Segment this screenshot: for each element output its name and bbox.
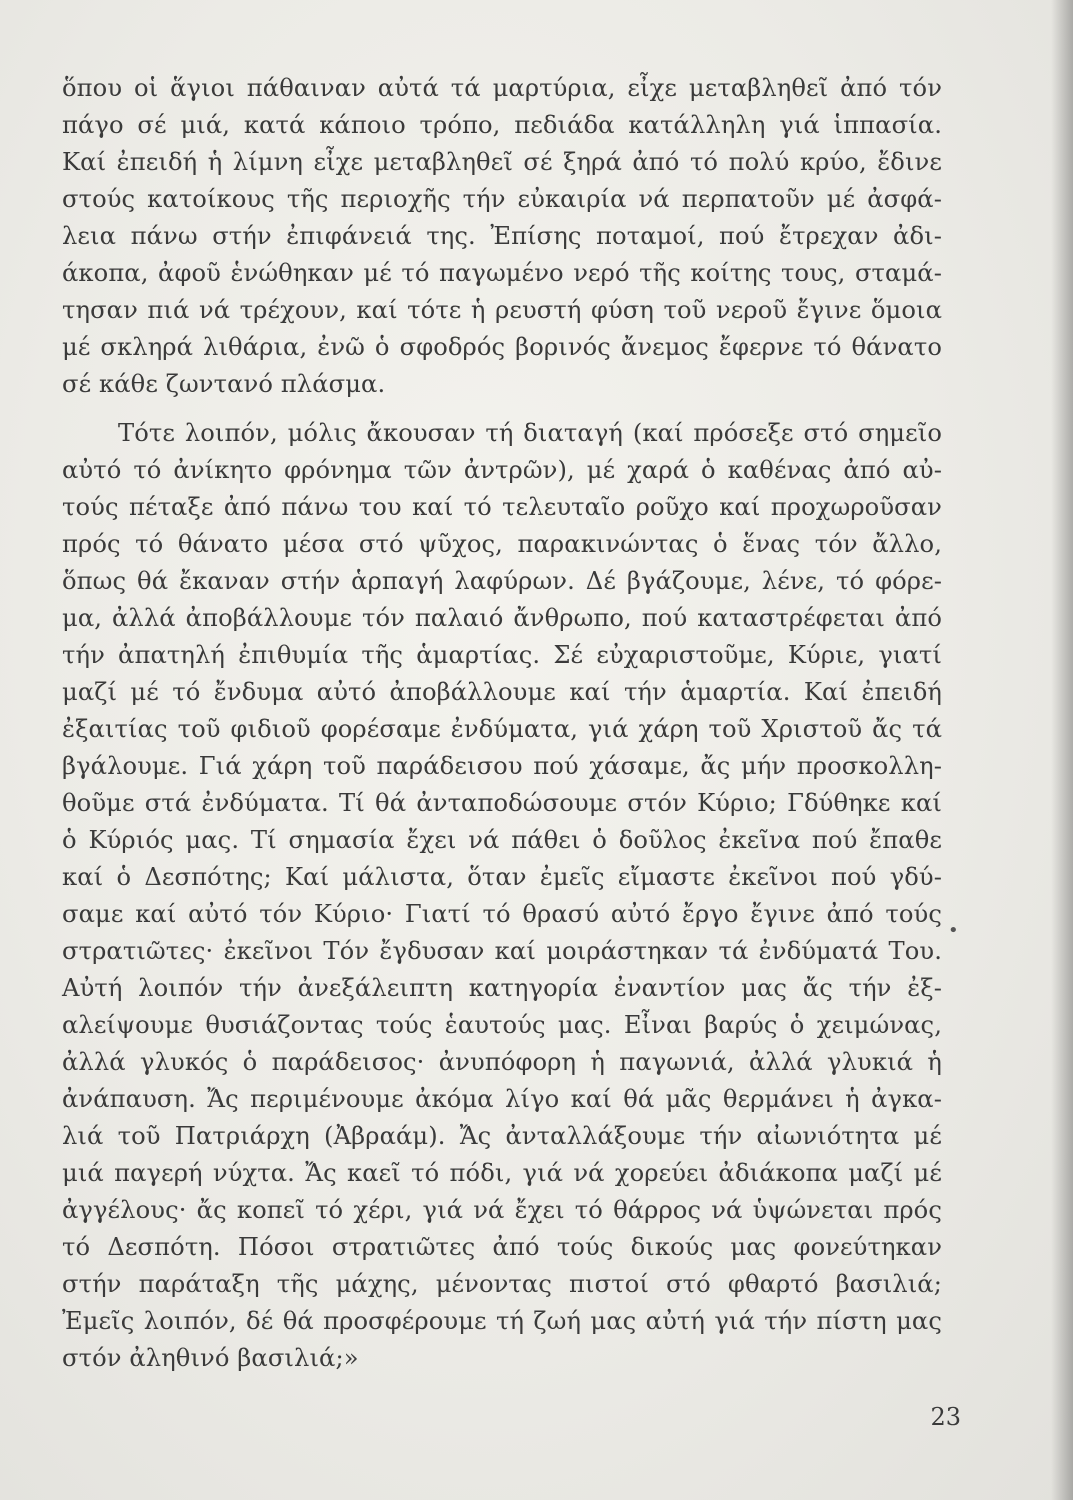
text-line: στήν παράταξη τῆς μάχης, μένοντας πιστοί στό φθαρτό βασιλιά;	[62, 1270, 942, 1298]
text-line: μα, ἀλλά ἀποβάλλουμε τόν παλαιό ἄνθρωπο, πού καταστρέφεται ἀπό	[62, 604, 942, 632]
text-line: λεια πάνω στήν ἐπιφάνειά της. Ἐπίσης ποταμοί, πού ἔτρεχαν ἀδι-	[62, 222, 942, 250]
text-line: λιά τοῦ Πατριάρχη (Ἀβραάμ). Ἄς ἀνταλλάξουμε τήν αἰωνιότητα μέ	[62, 1122, 942, 1150]
paragraph-gap	[62, 403, 942, 415]
body-text	[62, 70, 942, 1377]
text-line: Καί ἐπειδή ἡ λίμνη εἶχε μεταβληθεῖ σέ ξηρά ἀπό τό πολύ κρύο, ἔδινε	[62, 148, 942, 176]
ink-speck-icon: •	[948, 920, 959, 941]
text-line: ἀλλά γλυκός ὁ παράδεισος· ἀνυπόφορη ἡ παγωνιά, ἀλλά γλυκιά ἡ	[62, 1048, 942, 1076]
text-line: τούς πέταξε ἀπό πάνω του καί τό τελευταῖο ροῦχο καί προχωροῦσαν	[62, 493, 942, 521]
text-line: θοῦμε στά ἐνδύματα. Τί θά ἀνταποδώσουμε στόν Κύριο; Γδύθηκε καί	[62, 789, 942, 817]
text-line: πάγο σέ μιά, κατά κάποιο τρόπο, πεδιάδα κατάλληλη γιά ἱππασία.	[62, 111, 942, 139]
text-line: βγάλουμε. Γιά χάρη τοῦ παράδεισου πού χάσαμε, ἄς μήν προσκολλη-	[62, 752, 942, 780]
text-line: ἐξαιτίας τοῦ φιδιοῦ φορέσαμε ἐνδύματα, γιά χάρη τοῦ Χριστοῦ ἄς τά	[62, 715, 942, 743]
text-line: ὁ Κύριός μας. Τί σημασία ἔχει νά πάθει ὁ δοῦλος ἐκεῖνα πού ἔπαθε	[62, 826, 942, 854]
text-line: αλείψουμε θυσιάζοντας τούς ἑαυτούς μας. Εἶναι βαρύς ὁ χειμώνας,	[62, 1011, 942, 1039]
text-line: Ἐμεῖς λοιπόν, δέ θά προσφέρουμε τή ζωή μας αὐτή γιά τήν πίστη μας	[62, 1307, 942, 1335]
text-line: ἀγγέλους· ἄς κοπεῖ τό χέρι, γιά νά ἔχει τό θάρρος νά ὑψώνεται πρός	[62, 1196, 942, 1224]
text-line: ὅπως θά ἔκαναν στήν ἁρπαγή λαφύρων. Δέ βγάζουμε, λένε, τό φόρε-	[62, 567, 942, 595]
text-line: σέ κάθε ζωντανό πλάσμα.	[62, 370, 386, 398]
text-line: μιά παγερή νύχτα. Ἄς καεῖ τό πόδι, γιά νά χορεύει ἀδιάκοπα μαζί μέ	[62, 1159, 942, 1187]
text-line: καί ὁ Δεσπότης; Καί μάλιστα, ὅταν ἐμεῖς εἴμαστε ἐκεῖνοι πού γδύ-	[62, 863, 942, 891]
text-line: Τότε λοιπόν, μόλις ἄκουσαν τή διαταγή (καί πρόσεξε στό σημεῖο	[118, 419, 942, 447]
text-line: τό Δεσπότη. Πόσοι στρατιῶτες ἀπό τούς δικούς μας φονεύτηκαν	[62, 1233, 942, 1261]
page-number: 23	[930, 1403, 961, 1431]
text-line: στρατιῶτες· ἐκεῖνοι Τόν ἔγδυσαν καί μοιράστηκαν τά ἐνδύματά Του.	[62, 937, 942, 965]
text-line: μέ σκληρά λιθάρια, ἐνῶ ὁ σφοδρός βορινός ἄνεμος ἔφερνε τό θάνατο	[62, 333, 942, 361]
text-line: ἀνάπαυση. Ἄς περιμένουμε ἀκόμα λίγο καί θά μᾶς θερμάνει ἡ ἀγκα-	[62, 1085, 942, 1113]
text-line: Αὐτή λοιπόν τήν ἀνεξάλειπτη κατηγορία ἐναντίον μας ἄς τήν ἐξ-	[62, 974, 942, 1002]
text-line: μαζί μέ τό ἔνδυμα αὐτό ἀποβάλλουμε καί τήν ἁμαρτία. Καί ἐπειδή	[62, 678, 942, 706]
text-line: άκοπα, ἀφοῦ ἑνώθηκαν μέ τό παγωμένο νερό τῆς κοίτης τους, σταμά-	[62, 259, 942, 287]
text-line: στούς κατοίκους τῆς περιοχῆς τήν εὐκαιρία νά περπατοῦν μέ ἀσφά-	[62, 185, 942, 213]
text-line: στόν ἀληθινό βασιλιά;»	[62, 1344, 359, 1372]
text-line: αὐτό τό ἀνίκητο φρόνημα τῶν ἀντρῶν), μέ χαρά ὁ καθένας ἀπό αὐ-	[62, 456, 942, 484]
text-line: πρός τό θάνατο μέσα στό ψῦχος, παρακινώντας ὁ ἕνας τόν ἄλλο,	[62, 530, 942, 558]
text-line: τήν ἀπατηλή ἐπιθυμία τῆς ἁμαρτίας. Σέ εὐχαριστοῦμε, Κύριε, γιατί	[62, 641, 942, 669]
text-line: σαμε καί αὐτό τόν Κύριο· Γιατί τό θρασύ αὐτό ἔργο ἔγινε ἀπό τούς	[62, 900, 942, 928]
text-line: ὅπου οἱ ἅγιοι πάθαιναν αὐτά τά μαρτύρια, εἶχε μεταβληθεῖ ἀπό τόν	[62, 74, 942, 102]
text-line: τησαν πιά νά τρέχουν, καί τότε ἡ ρευστή φύση τοῦ νεροῦ ἔγινε ὅμοια	[62, 296, 942, 324]
